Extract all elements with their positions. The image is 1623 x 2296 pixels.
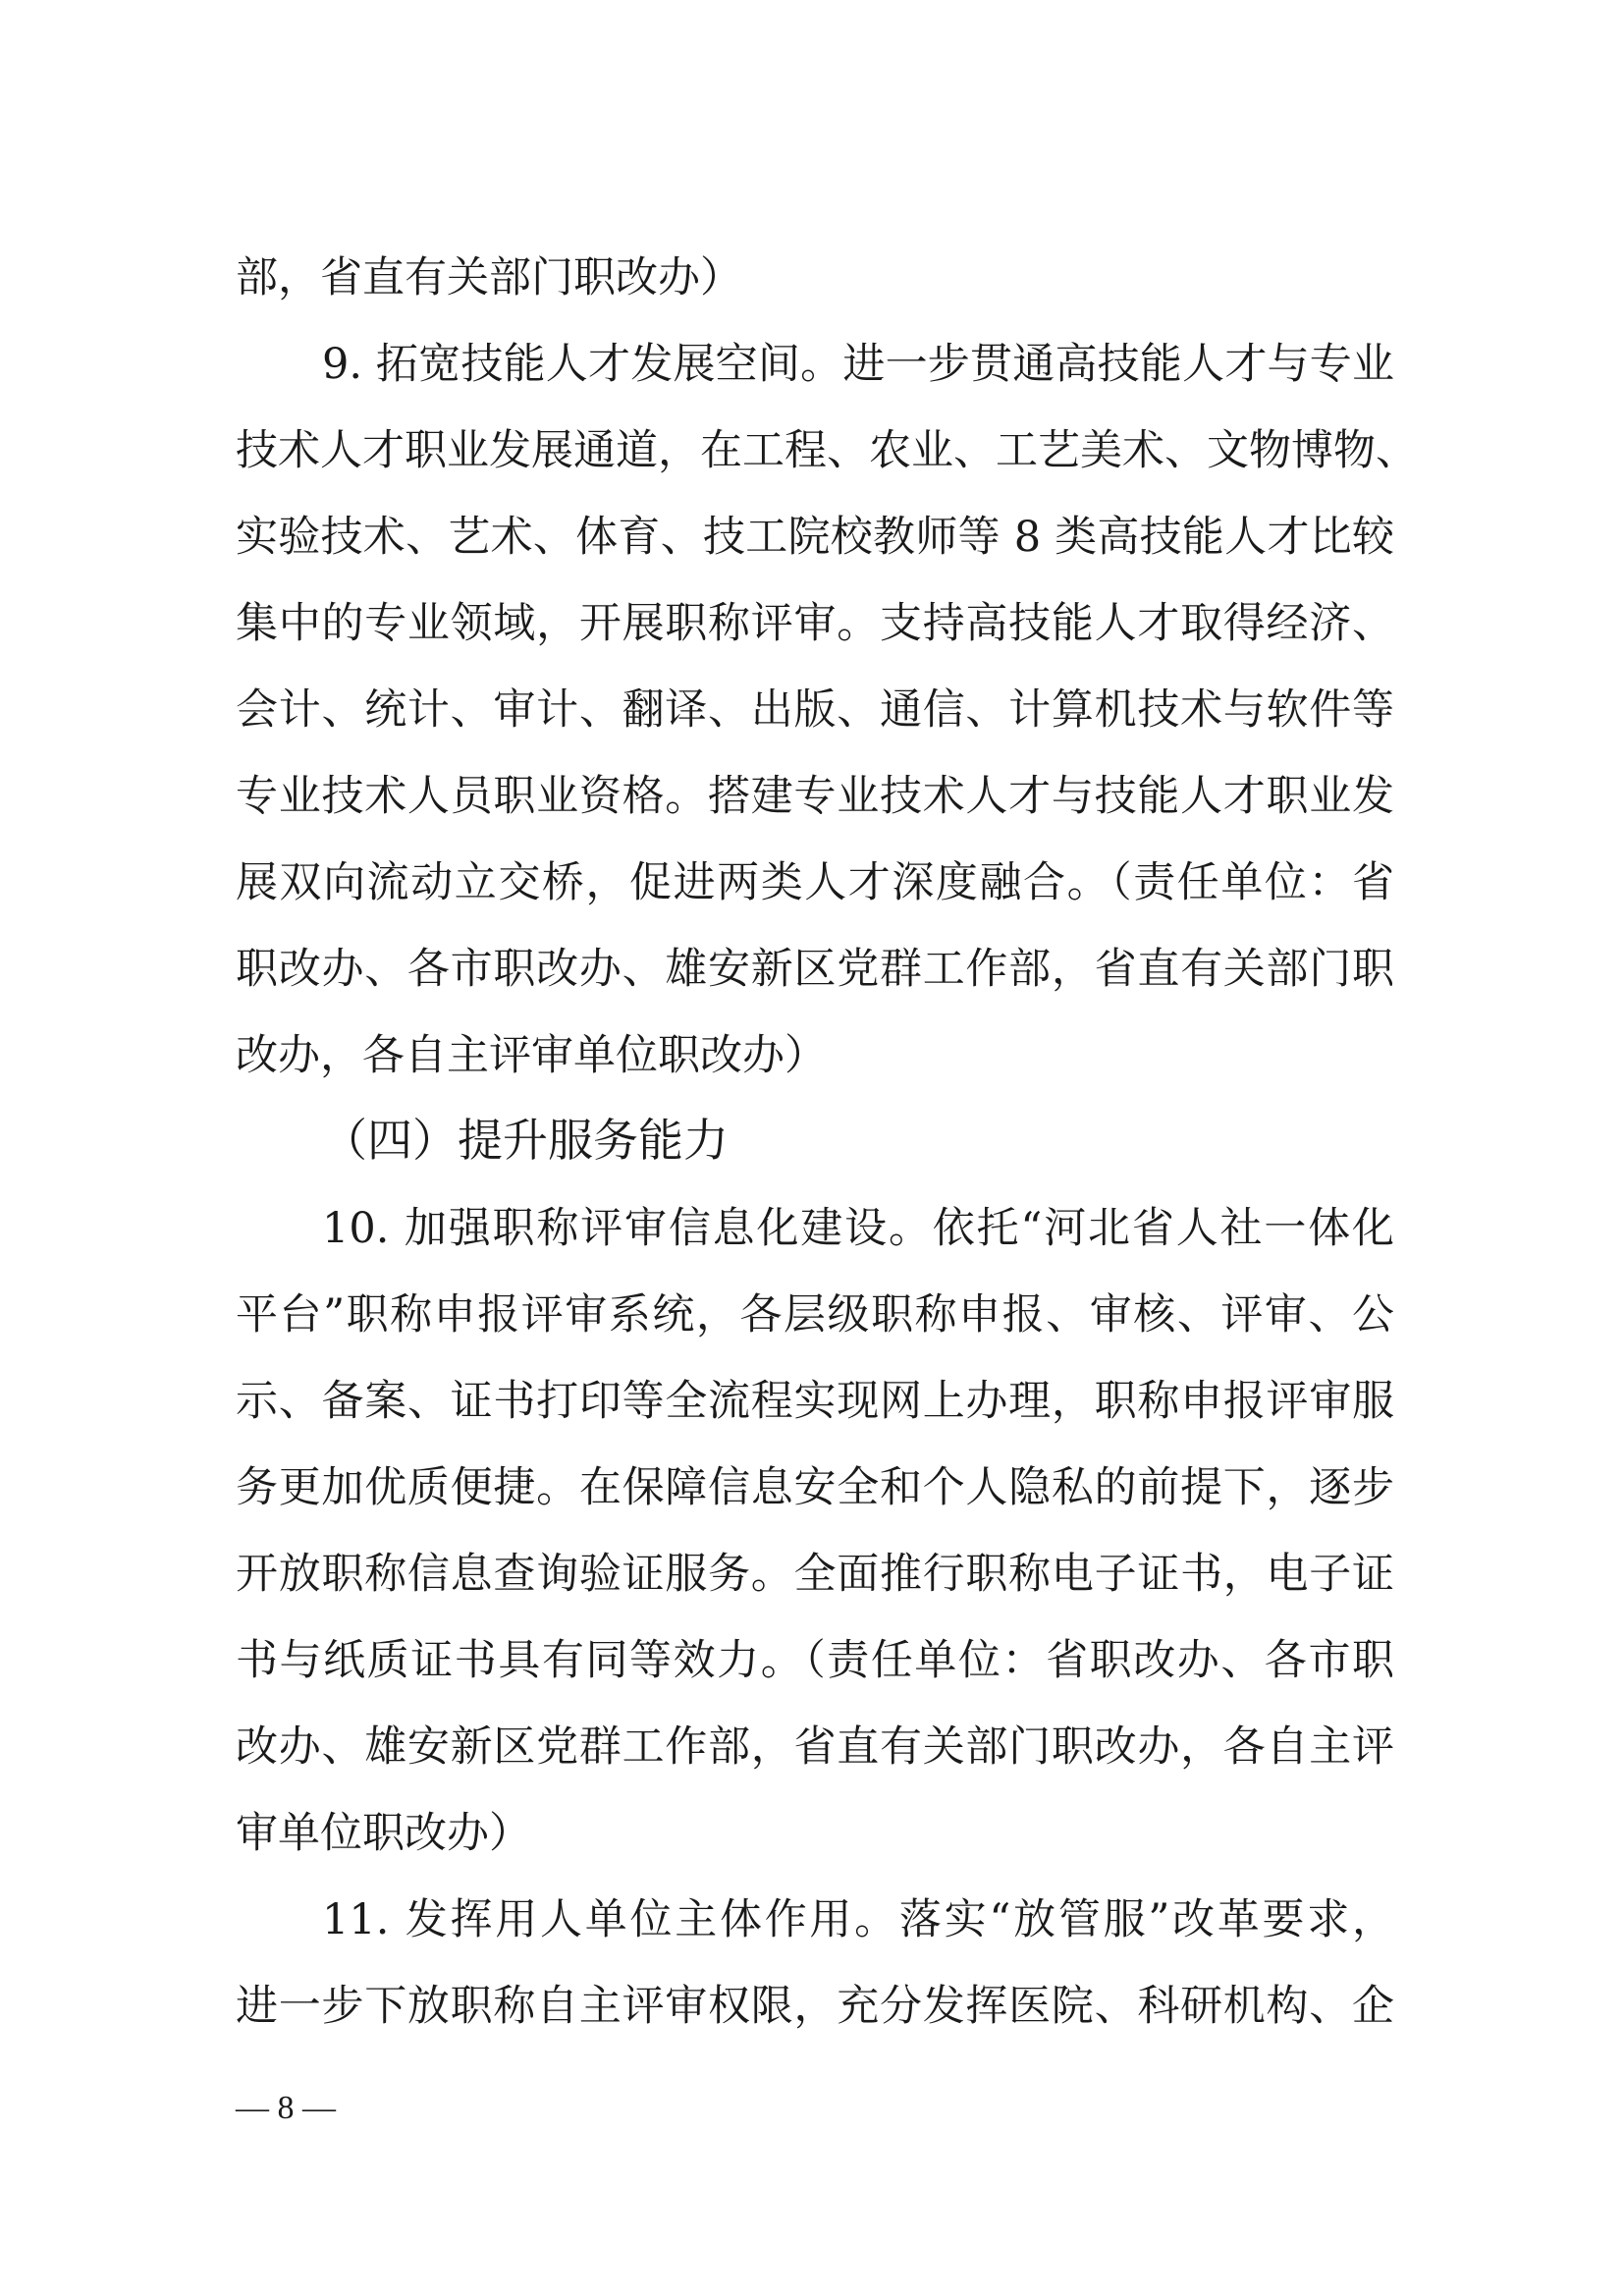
text-line: 11. 发挥用人单位主体作用。落实“放管服”改革要求， — [322, 1895, 1394, 1944]
text-line: 职改办、各市职改办、雄安新区党群工作部，省直有关部门职 — [236, 945, 1394, 994]
text-line: 会计、统计、审计、翻译、出版、通信、计算机技术与软件等 — [236, 685, 1394, 735]
text-line: 展双向流动立交桥，促进两类人才深度融合。（责任单位：省 — [236, 858, 1394, 907]
text-line: 9. 拓宽技能人才发展空间。进一步贯通高技能人才与专业 — [322, 340, 1394, 389]
text-line: 改办、雄安新区党群工作部，省直有关部门职改办，各自主评 — [236, 1722, 1394, 1772]
text-line: 开放职称信息查询验证服务。全面推行职称电子证书，电子证 — [236, 1550, 1394, 1599]
text-line: 部，省直有关部门职改办） — [236, 253, 742, 302]
page-number: — 8 — — [236, 2090, 336, 2126]
text-line: 专业技术人员职业资格。搭建专业技术人才与技能人才职业发 — [236, 772, 1394, 821]
text-line: 改办，各自主评审单位职改办） — [236, 1031, 827, 1080]
text-line: 示、备案、证书打印等全流程实现网上办理，职称申报评审服 — [236, 1377, 1394, 1426]
text-line: 书与纸质证书具有同等效力。（责任单位：省职改办、各市职 — [236, 1636, 1394, 1685]
section-heading: （四）提升服务能力 — [322, 1114, 729, 1167]
text-line: 务更加优质便捷。在保障信息安全和个人隐私的前提下，逐步 — [236, 1463, 1394, 1512]
text-line: 进一步下放职称自主评审权限，充分发挥医院、科研机构、企 — [236, 1982, 1394, 2031]
text-line: 10. 加强职称评审信息化建设。依托“河北省人社一体化 — [322, 1204, 1394, 1253]
text-line: 审单位职改办） — [236, 1809, 531, 1858]
text-line: 实验技术、艺术、体育、技工院校教师等 8 类高技能人才比较 — [236, 513, 1394, 562]
text-line: 平台”职称申报评审系统，各层级职称申报、审核、评审、公 — [236, 1290, 1394, 1339]
text-line: 技术人才职业发展通道，在工程、农业、工艺美术、文物博物、 — [236, 426, 1418, 475]
text-line: 集中的专业领域，开展职称评审。支持高技能人才取得经济、 — [236, 599, 1394, 648]
